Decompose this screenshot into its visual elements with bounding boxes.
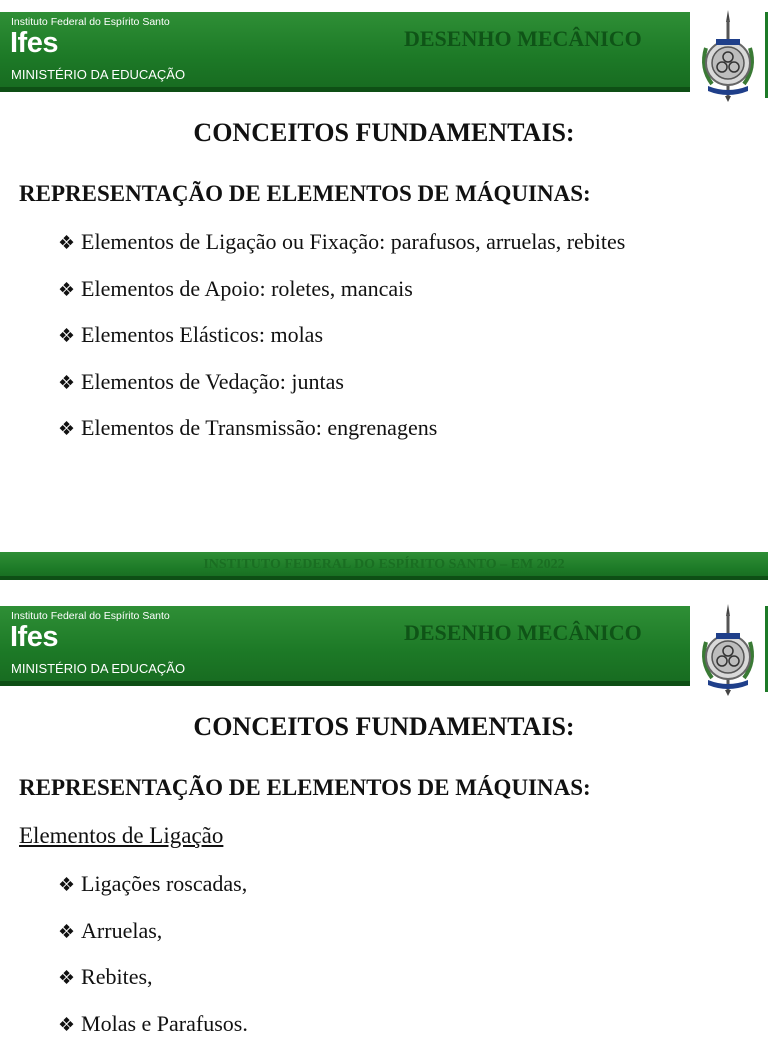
diamond-bullet-icon: ❖ (58, 326, 75, 347)
list-item (58, 915, 248, 962)
diamond-bullet-icon: ❖ (58, 419, 75, 440)
list-item-text: Elementos de Apoio: roletes, mancais (81, 276, 413, 301)
section-subtitle: REPRESENTAÇÃO DE ELEMENTOS DE MÁQUINAS: (19, 181, 591, 207)
list-item-text: Molas e Parafusos. (81, 1011, 248, 1036)
diamond-bullet-icon: ❖ (58, 233, 75, 254)
list-item (58, 226, 625, 273)
page-title: CONCEITOS FUNDAMENTAIS: (0, 118, 768, 148)
list-item-text: Rebites, (81, 964, 153, 989)
bullet-list (58, 868, 248, 1054)
page-title: CONCEITOS FUNDAMENTAIS: (0, 712, 768, 742)
ifes-logo-text: Ifes (10, 27, 58, 60)
ministry-label: MINISTÉRIO DA EDUCAÇÃO (11, 661, 185, 676)
list-item-text: Arruelas, (81, 918, 162, 943)
course-title: DESENHO MECÂNICO (404, 26, 642, 52)
institute-name-small: Instituto Federal do Espírito Santo (11, 16, 170, 28)
header-band (0, 606, 690, 686)
list-item-text: Ligações roscadas, (81, 871, 247, 896)
ifes-logo-text: Ifes (10, 621, 58, 654)
list-item-text: Elementos Elásticos: molas (81, 322, 323, 347)
institute-name-small: Instituto Federal do Espírito Santo (11, 610, 170, 622)
ministry-label: MINISTÉRIO DA EDUCAÇÃO (11, 67, 185, 82)
bullet-list (58, 226, 625, 459)
diamond-bullet-icon: ❖ (58, 280, 75, 301)
ifes-emblem-icon (692, 602, 764, 696)
section-subtitle: REPRESENTAÇÃO DE ELEMENTOS DE MÁQUINAS: (19, 775, 591, 801)
list-item (58, 273, 625, 320)
list-item (58, 1008, 248, 1054)
list-item-text: Elementos de Vedação: juntas (81, 369, 344, 394)
list-item-text: Elementos de Ligação ou Fixação: parafusos, arruelas, rebites (81, 229, 625, 254)
footer-band (0, 552, 768, 580)
diamond-bullet-icon: ❖ (58, 1015, 75, 1036)
list-item (58, 366, 625, 413)
ifes-emblem-icon (692, 8, 764, 102)
diamond-bullet-icon: ❖ (58, 968, 75, 989)
footer-text: INSTITUTO FEDERAL DO ESPÍRITO SANTO – EM 2022 (203, 557, 564, 572)
section-heading: Elementos de Ligação (19, 823, 223, 849)
list-item (58, 961, 248, 1008)
list-item (58, 868, 248, 915)
diamond-bullet-icon: ❖ (58, 922, 75, 943)
diamond-bullet-icon: ❖ (58, 373, 75, 394)
list-item (58, 412, 625, 459)
header-band (0, 12, 690, 92)
list-item-text: Elementos de Transmissão: engrenagens (81, 415, 437, 440)
course-title: DESENHO MECÂNICO (404, 620, 642, 646)
list-item (58, 319, 625, 366)
slide-2 (0, 592, 768, 1024)
diamond-bullet-icon: ❖ (58, 875, 75, 896)
